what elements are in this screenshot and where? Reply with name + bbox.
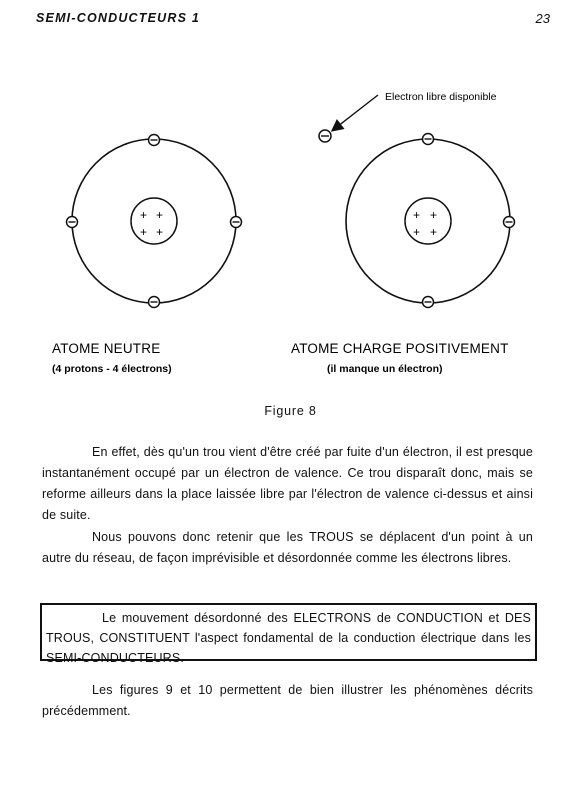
proton-sign: + — [413, 208, 421, 222]
orbit-ring — [72, 139, 236, 303]
electron — [504, 217, 515, 228]
left-caption-subtitle: (4 protons - 4 électrons) — [52, 363, 172, 375]
page-number: 23 — [535, 11, 550, 26]
proton-sign: + — [156, 208, 164, 222]
paragraph: En effet, dès qu'un trou vient d'être créé par fuite d'un électron, il est presque instantanément occupé par un électron de valence. Ce trou disparaît donc, mais se reforme ailleurs dans la place laissée libre par l'électron de valence ci-dessus et ainsi de suite. — [42, 445, 533, 522]
electron — [149, 297, 160, 308]
key-statement-box — [40, 603, 537, 665]
electron — [67, 217, 78, 228]
ionized-atom — [346, 134, 515, 308]
proton-sign: + — [413, 225, 421, 239]
electron — [231, 217, 242, 228]
running-header: SEMI-CONDUCTEURS 1 — [36, 11, 200, 25]
electron — [423, 297, 434, 308]
orbit-ring — [346, 139, 510, 303]
neutral-atom — [67, 135, 242, 308]
free-electron — [319, 130, 331, 142]
right-caption-subtitle: (il manque un électron) — [327, 363, 443, 375]
right-caption-title: ATOME CHARGE POSITIVEMENT — [291, 341, 509, 356]
proton-sign: + — [430, 225, 438, 239]
proton-sign: + — [140, 225, 148, 239]
annotation-arrow — [333, 95, 378, 130]
paragraph: Les figures 9 et 10 permettent de bien illustrer les phénomènes décrits précédemment. — [42, 683, 533, 718]
nucleus — [131, 198, 177, 244]
annotation-label: Electron libre disponible — [385, 91, 497, 103]
paragraph: Nous pouvons donc retenir que les TROUS se déplacent d'un point à un autre du réseau, de façon imprévisible et désordonnée comme les électrons libres. — [42, 530, 533, 565]
proton-sign: + — [156, 225, 164, 239]
electron — [149, 135, 160, 146]
figure-label: Figure 8 — [264, 404, 317, 418]
key-statement: Le mouvement désordonné des ELECTRONS de CONDUCTION et DES TROUS, CONSTITUENT l'aspect fondamental de la conduction électrique dans les SEMI-CONDUCTEURS. — [46, 611, 531, 665]
electron — [423, 134, 434, 145]
left-caption-title: ATOME NEUTRE — [52, 341, 161, 356]
proton-sign: + — [140, 208, 148, 222]
nucleus — [405, 198, 451, 244]
proton-sign: + — [430, 208, 438, 222]
